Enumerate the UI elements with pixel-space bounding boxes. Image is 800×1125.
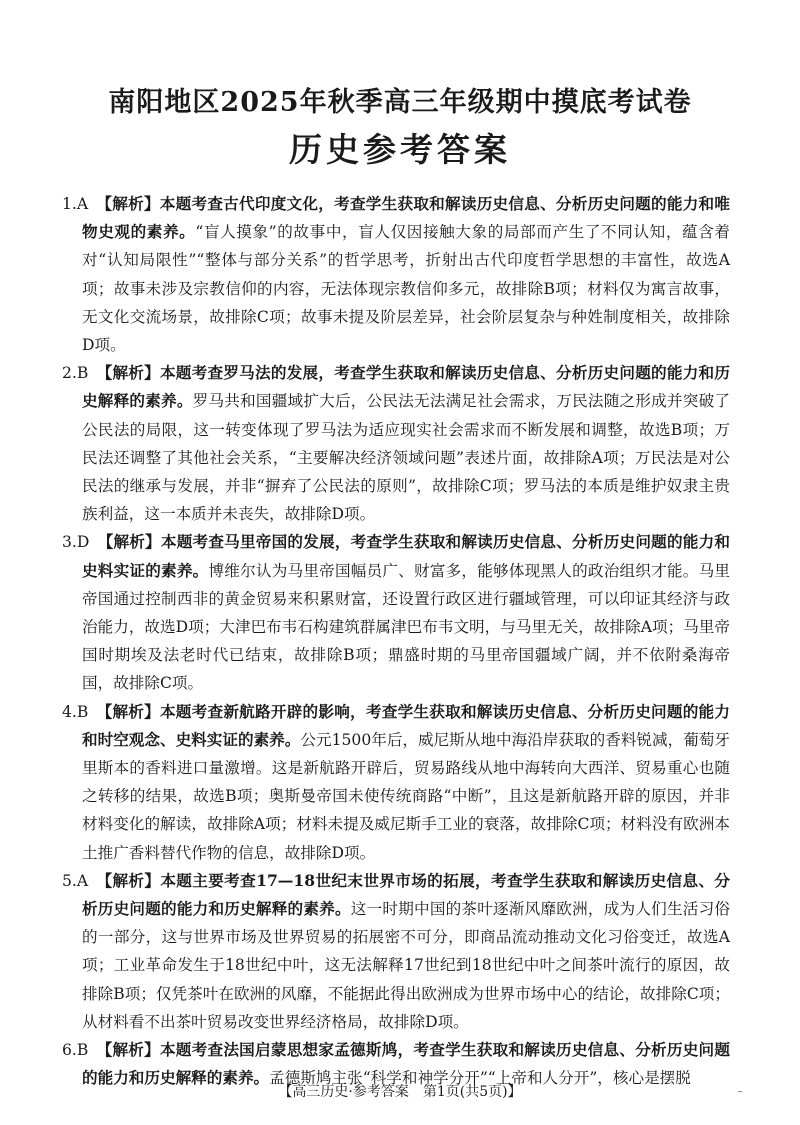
- analysis-text: 孟德斯鸠主张“科学和神学分开”“上帝和人分开”，核心是摆脱: [269, 1069, 691, 1088]
- analysis-heading: 【解析】本题主要考查17—18世纪末世界市场的拓展，考查学生获取和解读历史信息、分析历史问题的能力和历史解释的素养。: [82, 870, 730, 919]
- answer-item-4: [62, 698, 730, 867]
- corner-mark: ₋: [737, 1083, 744, 1097]
- answer-item-1: [62, 190, 730, 359]
- correct-option: A: [76, 871, 89, 890]
- analysis-text: 博维尔认为马里帝国幅员广、财富多，能够体现黑人的政治组织才能。马里帝国通过控制西非的黄金贸易来积累财富，还设置行政区进行疆域管理，可以印证其经济与政治能力，故选D项；大津巴布韦石构建筑群属津巴布韦文明，与马里无关，故排除A项；马里帝国时期埃及法老时代已结束，故排除B项；鼎盛时期的马里帝国疆域广阔，并不依附桑海帝国，故排除C项。: [82, 561, 730, 693]
- question-number: 2.: [62, 364, 77, 383]
- page-footer: 【高三历史·参考答案 第1页(共5页)】: [278, 1084, 522, 1100]
- question-number: 3.: [62, 533, 77, 552]
- correct-option: B: [76, 702, 89, 721]
- page-title: 南阳地区2025年秋季高三年级期中摸底考试卷: [108, 87, 692, 118]
- answer-list: [62, 190, 730, 1093]
- question-number: 6.: [62, 1041, 77, 1060]
- answer-item-2: [62, 359, 730, 528]
- answer-item-3: [62, 528, 730, 697]
- analysis-heading: 【解析】本题考查罗马法的发展，考查学生获取和解读历史信息、分析历史问题的能力和历史解释的素养。: [82, 363, 730, 411]
- analysis-text: “盲人摸象”的故事中，盲人仅因接触大象的局部而产生了不同认知，蕴含着对“认知局限性”“整体与部分关系”的哲学思考，折射出古代印度哲学思想的丰富性，故选A项；故事未涉及宗教信仰的内容，无法体现宗教信仰多元，故排除B项；材料仅为寓言故事，无文化交流场景，故排除C项；故事未提及阶层差异，社会阶层复杂与种姓制度相关，故排除D项。: [82, 223, 730, 355]
- question-number: 4.: [62, 702, 77, 721]
- question-number: 5.: [62, 871, 77, 890]
- analysis-heading: 【解析】本题考查马里帝国的发展，考查学生获取和解读历史信息、分析历史问题的能力和史料实证的素养。: [82, 532, 730, 580]
- answer-item-5: [62, 867, 730, 1036]
- page-subtitle: 历史参考答案: [289, 130, 511, 169]
- analysis-text: 这一时期中国的茶叶逐渐风靡欧洲，成为人们生活习俗的一部分，这与世界市场及世界贸易的拓展密不可分，即商品流动推动文化习俗变迁，故选A项；工业革命发生于18世纪中叶，这无法解释17世纪到18世纪中叶之间茶叶流行的原因，故排除B项；仅凭茶叶在欧洲的风靡，不能据此得出欧洲成为世界市场中心的结论，故排除C项；从材料看不出茶叶贸易改变世界经济格局，故排除D项。: [82, 900, 730, 1031]
- analysis-text: 公元1500年后，威尼斯从地中海沿岸获取的香料锐减，葡萄牙里斯本的香料进口量激增。这是新航路开辟后，贸易路线从地中海转向大西洋、贸易重心也随之转移的结果，故选B项；奥斯曼帝国未使传统商路“中断”，且这是新航路开辟的原因，并非材料变化的解读，故排除A项；材料未提及威尼斯手工业的衰落，故排除C项；材料没有欧洲本土推广香料替代作物的信息，故排除D项。: [82, 730, 730, 862]
- analysis-heading: 【解析】本题考查法国启蒙思想家孟德斯鸠，考查学生获取和解读历史信息、分析历史问题的能力和历史解释的素养。: [82, 1040, 730, 1088]
- analysis-heading: 【解析】本题考查古代印度文化，考查学生获取和解读历史信息、分析历史问题的能力和唯物史观的素养。: [82, 194, 730, 242]
- analysis-heading: 【解析】本题考查新航路开辟的影响，考查学生获取和解读历史信息、分析历史问题的能力和时空观念、史料实证的素养。: [82, 701, 730, 749]
- analysis-text: 罗马共和国疆域扩大后，公民法无法满足社会需求，万民法随之形成并突破了公民法的局限，这一转变体现了罗马法为适应现实社会需求而不断发展和调整，故选B项；万民法还调整了其他社会关系，“主要解决经济领域问题”表述片面，故排除A项；万民法是对公民法的继承与发展，并非“摒弃了公民法的原则”，故排除C项；罗马法的本质是维护奴隶主贵族利益，这一本质并未丧失，故排除D项。: [82, 392, 730, 524]
- correct-option: A: [76, 195, 89, 213]
- question-number: 1.: [62, 195, 77, 213]
- correct-option: B: [76, 1041, 89, 1060]
- correct-option: D: [76, 533, 90, 552]
- correct-option: B: [76, 364, 89, 383]
